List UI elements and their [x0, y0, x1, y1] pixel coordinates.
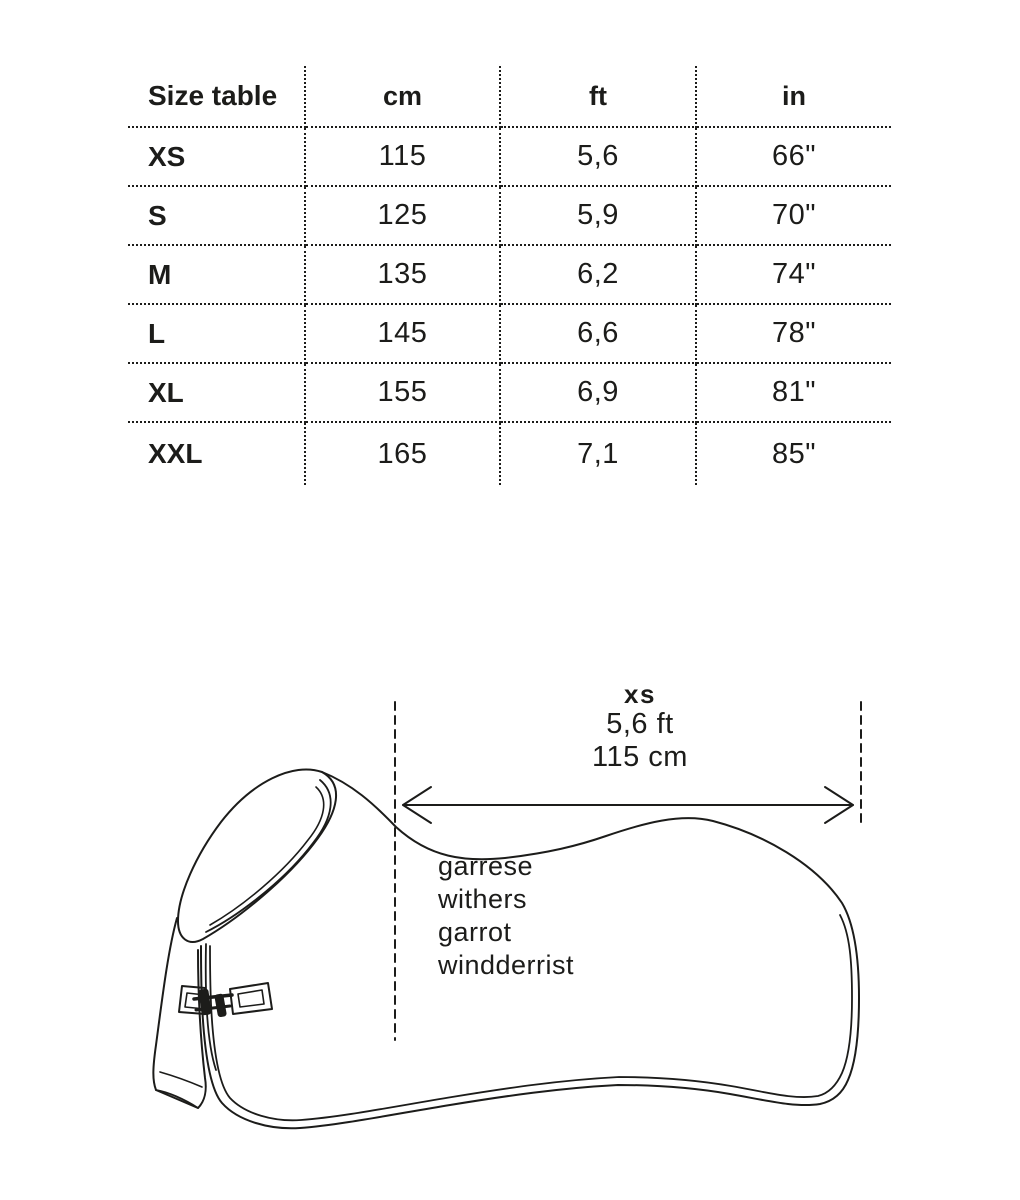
table-row [128, 304, 891, 363]
cm-value-cell: 115 [305, 127, 500, 186]
ft-value-cell: 6,9 [500, 363, 696, 422]
in-value-cell: 70" [696, 186, 891, 245]
withers-term: windderrist [438, 950, 575, 980]
front-closure-buckle [179, 983, 272, 1018]
size-label-cell: XXL [128, 422, 305, 485]
ft-value-cell: 5,6 [500, 127, 696, 186]
in-value-cell: 66" [696, 127, 891, 186]
table-header-row [128, 66, 891, 127]
withers-term: withers [438, 884, 528, 914]
in-value-cell: 74" [696, 245, 891, 304]
in-value-cell: 85" [771, 437, 817, 470]
measurement-annotation [408, 681, 872, 774]
size-label-cell: M [128, 245, 305, 304]
cm-value-cell: 145 [305, 304, 500, 363]
col-header-ft: ft [500, 66, 696, 127]
col-header-size-table: Size table [128, 66, 305, 127]
table-row [128, 422, 891, 485]
in-value-cell: 81" [696, 363, 891, 422]
col-header-in: in [696, 66, 891, 127]
measurement-ft-value: 5,6 ft [606, 708, 674, 740]
withers-term-list [438, 850, 574, 982]
cm-value-cell: 125 [305, 186, 500, 245]
cm-value-cell: 155 [305, 363, 500, 422]
ft-value-cell: 6,6 [500, 304, 696, 363]
size-label-cell: L [128, 304, 305, 363]
measurement-cm-value: 115 cm [592, 741, 688, 773]
table-row [128, 186, 891, 245]
withers-term: garrot [438, 917, 512, 947]
cm-value-cell: 135 [305, 245, 500, 304]
ft-value-cell: 6,2 [500, 245, 696, 304]
measurement-arrow [403, 787, 853, 823]
table-row [128, 363, 891, 422]
withers-term: garrese [438, 851, 534, 881]
size-table [128, 66, 891, 485]
blanket-diagram [0, 640, 1020, 1200]
cm-value-cell: 165 [305, 422, 500, 485]
table-row [128, 245, 891, 304]
in-value-cell: 78" [696, 304, 891, 363]
ft-value-cell: 7,1 [500, 422, 696, 485]
table-row [128, 127, 891, 186]
size-label-cell: S [128, 186, 305, 245]
col-header-cm: cm [305, 66, 500, 127]
ft-value-cell: 5,9 [500, 186, 696, 245]
size-label-cell: XS [128, 127, 305, 186]
size-label-cell: XL [128, 363, 305, 422]
measurement-size-label: xs [624, 679, 656, 709]
neck-opening [178, 769, 336, 942]
